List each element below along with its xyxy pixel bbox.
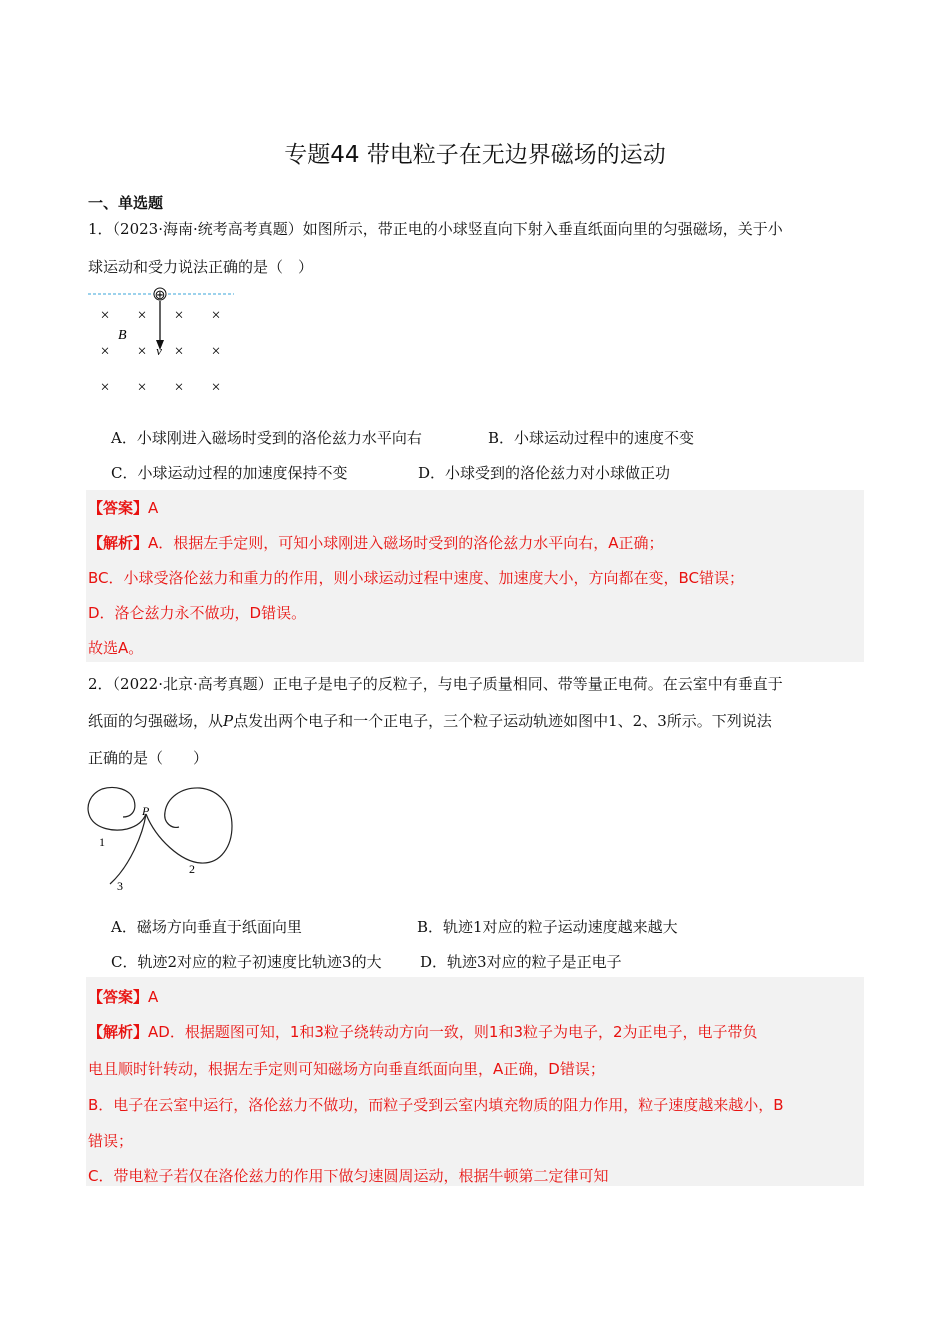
point-p-label: P	[223, 712, 234, 730]
q1-stem-line-2: 球运动和受力说法正确的是（ ）	[88, 258, 314, 276]
q2-answer-box	[86, 977, 864, 1186]
track-3-label: 3	[117, 879, 123, 893]
answer-tag: 【答案】	[88, 988, 149, 1006]
velocity-label: v	[156, 343, 162, 358]
track-2-label: 2	[189, 862, 195, 876]
point-p-label: P	[142, 804, 150, 818]
q1-analysis-line-3: D．洛仑兹力永不做功，D错误。	[88, 604, 307, 622]
q2-stem-text: 纸面的匀强磁场，从	[88, 712, 224, 730]
q2-answer	[88, 986, 158, 1007]
field-cross: ×	[100, 343, 110, 360]
q1-option-c: C．小球运动过程的加速度保持不变	[111, 464, 348, 482]
field-cross: ×	[137, 307, 147, 324]
analysis-tag: 【解析】	[88, 1023, 149, 1041]
answer-value: A	[148, 499, 159, 517]
field-cross: ×	[211, 379, 221, 396]
q1-option-d: D．小球受到的洛伦兹力对小球做正功	[418, 464, 671, 482]
field-cross: ×	[100, 307, 110, 324]
q1-magnetic-field-figure	[86, 282, 246, 400]
field-label: B	[118, 328, 127, 343]
section-heading: 一、单选题	[88, 194, 164, 212]
q2-stem-line-3: 正确的是（ ）	[88, 749, 209, 767]
field-cross: ×	[174, 307, 184, 324]
q2-option-a: A．磁场方向垂直于纸面向里	[111, 918, 302, 936]
field-cross: ×	[137, 343, 147, 360]
analysis-text: AD．根据题图可知，1和3粒子绕转动方向一致，则1和3粒子为电子，2为正电子，电子带负	[148, 1023, 758, 1041]
answer-tag: 【答案】	[88, 499, 149, 517]
q2-option-b: B．轨迹1对应的粒子运动速度越来越大	[417, 918, 678, 936]
page-title: 专题44 带电粒子在无边界磁场的运动	[284, 142, 666, 168]
analysis-text: A．根据左手定则，可知小球刚进入磁场时受到的洛伦兹力水平向右，A正确；	[148, 534, 664, 552]
track-1-path	[88, 787, 146, 830]
q1-stem-line-1: 1．（2023·海南·统考高考真题）如图所示，带正电的小球竖直向下射入垂直纸面向里的匀强磁场，关于小	[88, 220, 783, 238]
field-cross: ×	[174, 343, 184, 360]
q1-analysis-line-2: BC．小球受洛伦兹力和重力的作用，则小球运动过程中速度、加速度大小，方向都在变，BC错误；	[88, 569, 745, 587]
track-1-label: 1	[99, 835, 105, 849]
q2-cloud-chamber-tracks-figure	[86, 784, 246, 896]
q1-option-a: A．小球刚进入磁场时受到的洛伦兹力水平向右	[111, 429, 422, 447]
q2-analysis-line-1	[88, 1021, 758, 1042]
field-cross: ×	[137, 379, 147, 396]
analysis-tag: 【解析】	[88, 534, 149, 552]
q1-answer	[88, 497, 158, 518]
track-3-path	[110, 814, 146, 884]
q2-option-c: C．轨迹2对应的粒子初速度比轨迹3的大	[111, 953, 382, 971]
field-cross: ×	[211, 307, 221, 324]
field-cross: ×	[211, 343, 221, 360]
q2-analysis-line-2: 电且顺时针转动，根据左手定则可知磁场方向垂直纸面向里，A正确，D错误；	[88, 1060, 605, 1078]
positive-charge-symbol: ⊕	[154, 287, 166, 302]
q1-analysis-line-1	[88, 532, 664, 553]
q2-analysis-line-3: B．电子在云室中运行，洛伦兹力不做功，而粒子受到云室内填充物质的阻力作用，粒子速度越来越小，B	[88, 1096, 784, 1114]
field-cross: ×	[100, 379, 110, 396]
q2-stem-line-1: 2．（2022·北京·高考真题）正电子是电子的反粒子，与电子质量相同、带等量正电荷。在云室中有垂直于	[88, 675, 783, 693]
q1-option-b: B．小球运动过程中的速度不变	[488, 429, 695, 447]
q2-stem-text: 点发出两个电子和一个正电子，三个粒子运动轨迹如图中1、2、3所示。下列说法	[233, 712, 772, 730]
q2-stem-line-2	[88, 710, 772, 731]
q2-option-d: D．轨迹3对应的粒子是正电子	[420, 953, 622, 971]
q2-analysis-line-4: 错误；	[88, 1132, 134, 1150]
q1-analysis-line-4: 故选A。	[88, 639, 144, 657]
field-cross: ×	[174, 379, 184, 396]
answer-value: A	[148, 988, 159, 1006]
q2-analysis-line-5: C．带电粒子若仅在洛伦兹力的作用下做匀速圆周运动，根据牛顿第二定律可知	[88, 1167, 609, 1185]
track-2-path	[146, 788, 232, 863]
